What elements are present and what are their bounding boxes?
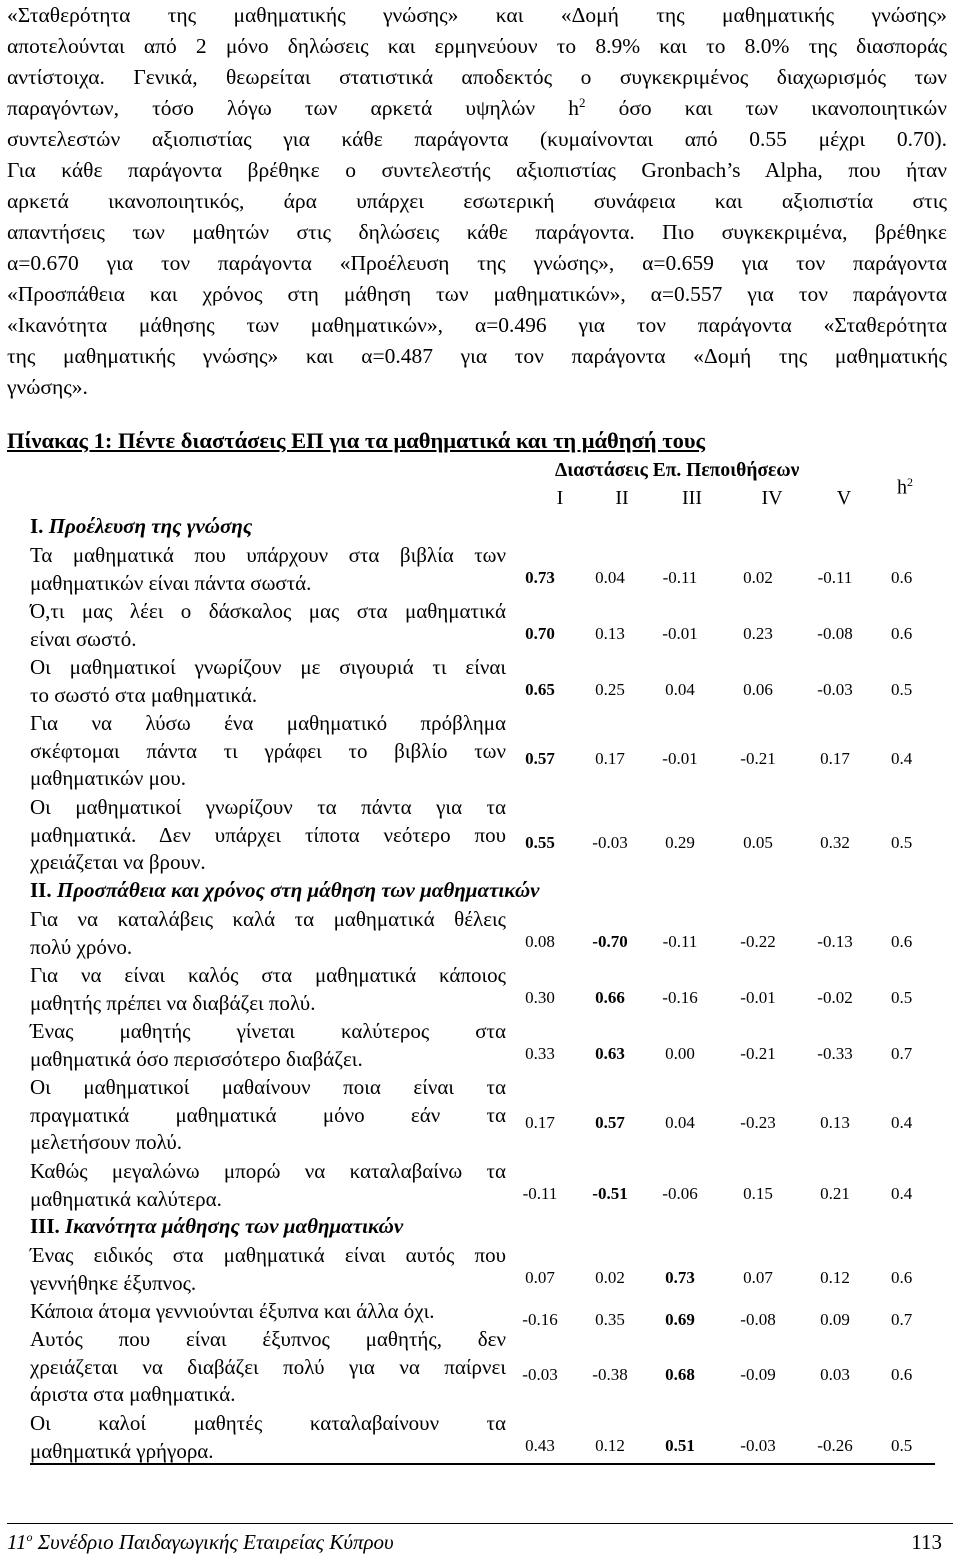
loading-value: 0.35 — [595, 1309, 625, 1329]
para-line: γνώσης». — [7, 375, 88, 399]
loading-value: -0.03 — [740, 1435, 776, 1455]
loading-value: -0.02 — [817, 987, 853, 1007]
paragraph-line — [7, 217, 947, 248]
statement-line: χρειάζεται να διαβάζει πολύ για να παίρνει — [30, 1354, 506, 1379]
statement-line: μαθηματικά γρήγορα. — [30, 1438, 214, 1463]
statement-line: είναι σωστό. — [30, 626, 137, 651]
loading-value: 0.12 — [595, 1435, 625, 1455]
loading-value: 0.15 — [743, 1183, 773, 1203]
paragraph-line — [7, 93, 947, 124]
loading-value: 0.04 — [665, 679, 695, 699]
h2-value: 0.7 — [891, 1043, 913, 1063]
section-heading: I. Προέλευση της γνώσης — [30, 514, 253, 538]
paragraph-line — [7, 0, 947, 31]
table-row-values — [500, 568, 940, 596]
h2-value: 0.4 — [891, 749, 913, 769]
h2-value: 0.6 — [891, 1267, 913, 1287]
loading-value: 0.09 — [820, 1309, 850, 1329]
body-paragraph — [7, 0, 947, 403]
statement-line: Για να καταλάβεις καλά τα μαθηματικά θέλεις — [30, 907, 506, 931]
table-row-statement — [30, 542, 506, 597]
statement-line: Ένας μαθητής γίνεται καλύτερος στα — [30, 1019, 506, 1043]
column-header-1: I — [556, 487, 564, 509]
table-row-values — [500, 1113, 940, 1141]
h2-value: 0.4 — [891, 1113, 913, 1133]
loading-value: -0.11 — [662, 931, 698, 951]
statement-line: γεννήθηκε έξυπνος. — [30, 1270, 197, 1295]
h2-value: 0.4 — [891, 1183, 913, 1203]
table-row-statement — [30, 1298, 506, 1326]
loading-value: -0.16 — [522, 1309, 558, 1329]
table-row-values — [500, 1365, 940, 1393]
loading-value: 0.32 — [820, 833, 850, 853]
table-row-statement — [30, 1326, 506, 1409]
loading-value: -0.01 — [740, 987, 776, 1007]
column-header-4: IV — [761, 487, 783, 509]
loading-value: -0.11 — [522, 1183, 558, 1203]
statement-line: σκέφτομαι πάντα τι γράφει το βιβλίο των — [30, 738, 506, 763]
loading-value: -0.03 — [522, 1365, 558, 1385]
loading-value: -0.01 — [662, 749, 698, 769]
statement-line: μαθηματικών είναι πάντα σωστά. — [30, 570, 312, 595]
table-row-statement — [30, 1018, 506, 1073]
table-row-statement — [30, 1410, 506, 1465]
loading-value: -0.16 — [662, 987, 698, 1007]
statement-line: Κάποια άτομα γεννιούνται έξυπνα και άλλα όχι. — [30, 1299, 435, 1323]
loading-value: 0.69 — [665, 1309, 695, 1329]
loading-value: 0.02 — [595, 1267, 625, 1287]
h2-value: 0.6 — [891, 931, 913, 951]
loading-value: 0.00 — [665, 1043, 695, 1063]
loading-value: 0.03 — [820, 1365, 850, 1385]
h2-value: 0.5 — [891, 833, 913, 853]
paragraph-line — [7, 62, 947, 93]
paragraph-line — [7, 372, 947, 403]
table-row-values — [500, 1436, 940, 1464]
table-row-values — [500, 833, 940, 861]
loading-value: 0.05 — [743, 833, 773, 853]
loading-value: -0.33 — [817, 1043, 853, 1063]
loading-value: -0.03 — [592, 833, 628, 853]
paragraph-line — [7, 124, 947, 155]
table-caption: Πίνακας 1: Πέντε διαστάσεις ΕΠ για τα μαθηματικά και τη μάθησή τους — [7, 428, 706, 453]
loading-value: 0.04 — [595, 567, 625, 587]
table-row-statement — [30, 962, 506, 1017]
para-line: αρκετά ικανοποιητικός, άρα υπάρχει εσωτερική συνάφεια και αξιοπιστία στις — [7, 189, 947, 213]
loading-value: 0.17 — [820, 749, 850, 769]
statement-line: Οι μαθηματικοί γνωρίζουν με σιγουριά τι είναι — [30, 655, 506, 679]
loading-value: 0.66 — [595, 987, 625, 1007]
statement-line: Ό,τι μας λέει ο δάσκαλος μας στα μαθηματικά — [30, 599, 506, 623]
loading-value: 0.21 — [820, 1183, 850, 1203]
loading-value: -0.70 — [592, 931, 628, 951]
footer-rule — [7, 1523, 953, 1524]
para-line: όσο και των ικανοποιητικών — [585, 96, 947, 120]
loading-value: -0.06 — [662, 1183, 698, 1203]
loading-value: 0.04 — [665, 1113, 695, 1133]
statement-line: Οι καλοί μαθητές καταλαβαίνουν τα — [30, 1411, 506, 1435]
loading-value: 0.55 — [525, 833, 555, 853]
loading-value: -0.08 — [740, 1309, 776, 1329]
loading-value: 0.12 — [820, 1267, 850, 1287]
statement-line: Για να είναι καλός στα μαθηματικά κάποιος — [30, 963, 506, 987]
statement-line: πολύ χρόνο. — [30, 934, 133, 959]
loading-value: -0.08 — [817, 623, 853, 643]
loading-value: 0.65 — [525, 679, 555, 699]
statement-line: Τα μαθηματικά που υπάρχουν στα βιβλία των — [30, 543, 506, 567]
loading-value: 0.06 — [743, 679, 773, 699]
para-line: «Προσπάθεια και χρόνος στη μάθηση των μαθηματικών», α=0.557 για τον παράγοντα — [7, 282, 947, 306]
paragraph-line — [7, 31, 947, 62]
page-number: 113 — [911, 1530, 942, 1554]
table-row-statement — [30, 710, 506, 793]
loading-value: -0.11 — [662, 567, 698, 587]
loading-value: 0.63 — [595, 1043, 625, 1063]
loading-value: -0.51 — [592, 1183, 628, 1203]
statement-line: χρειάζεται να βρουν. — [30, 850, 206, 874]
table-row-values — [500, 988, 940, 1016]
section-heading: II. Προσπάθεια και χρόνος στη μάθηση των μαθηματικών — [30, 878, 540, 902]
loading-value: 0.51 — [665, 1435, 695, 1455]
paragraph-line — [7, 248, 947, 279]
loading-value: 0.73 — [525, 567, 555, 587]
h2-value: 0.7 — [891, 1309, 913, 1329]
h2-value: 0.5 — [891, 1435, 913, 1455]
statement-line: Ένας ειδικός στα μαθηματικά είναι αυτός που — [30, 1243, 506, 1267]
loading-value: 0.57 — [595, 1113, 625, 1133]
para-line: αποτελούνται από 2 μόνο δηλώσεις και ερμηνεύουν το 8.9% και το 8.0% της διασποράς — [7, 34, 947, 58]
table-row-values — [500, 1310, 940, 1338]
statement-line: Οι μαθηματικοί μαθαίνουν ποια είναι τα — [30, 1075, 506, 1099]
table-bottom-rule — [30, 1463, 935, 1465]
statement-line: Αυτός που είναι έξυπνος μαθητής, δεν — [30, 1327, 506, 1351]
para-line: «Σταθερότητα της μαθηματικής γνώσης» και «Δομή της μαθηματικής γνώσης» — [7, 3, 947, 27]
loading-value: -0.01 — [662, 623, 698, 643]
table-row-statement — [30, 1242, 506, 1297]
paragraph-line — [7, 341, 947, 372]
loading-value: -0.22 — [740, 931, 776, 951]
table-row-statement — [30, 654, 506, 709]
loading-value: 0.07 — [743, 1267, 773, 1287]
para-line: αντίστοιχα. Γενικά, θεωρείται στατιστικά αποδεκτός ο συγκεκριμένος διαχωρισμός των — [7, 65, 947, 89]
loading-value: 0.23 — [743, 623, 773, 643]
loading-value: 0.68 — [665, 1365, 695, 1385]
loading-value: -0.03 — [817, 679, 853, 699]
loading-value: 0.07 — [525, 1267, 555, 1287]
statement-line: το σωστό στα μαθηματικά. — [30, 682, 258, 707]
loading-value: 0.13 — [595, 623, 625, 643]
h2-value: 0.6 — [891, 623, 913, 643]
statement-line: μαθηματικά. Δεν υπάρχει τίποτα νεότερο που — [30, 822, 506, 847]
statement-line: πραγματικά μαθηματικά μόνο εάν τα — [30, 1102, 506, 1127]
statement-line: άριστα στα μαθηματικά. — [30, 1382, 236, 1406]
statement-line: μαθητής πρέπει να διαβάζει πολύ. — [30, 990, 316, 1015]
loading-value: -0.26 — [817, 1435, 853, 1455]
para-line: «Ικανότητα μάθησης των μαθηματικών», α=0.496 για τον παράγοντα «Σταθερότητα — [7, 313, 947, 337]
loading-value: -0.38 — [592, 1365, 628, 1385]
table-row-values — [500, 932, 940, 960]
paragraph-line — [7, 155, 947, 186]
loading-value: 0.29 — [665, 833, 695, 853]
loading-value: 0.13 — [820, 1113, 850, 1133]
loading-value: 0.70 — [525, 623, 555, 643]
superscript: 2 — [578, 94, 586, 110]
loading-value: 0.08 — [525, 931, 555, 951]
statement-line: μαθηματικά καλύτερα. — [30, 1186, 222, 1211]
column-header-2: II — [615, 487, 629, 509]
paragraph-line — [7, 279, 947, 310]
footer-conference: $11^o$ Συνέδριο Παιδαγωγικής Εταιρείας Κύπρου — [7, 1530, 394, 1554]
statement-line: μαθηματικά όσο περισσότερο διαβάζει. — [30, 1046, 363, 1071]
loading-value: -0.11 — [817, 567, 853, 587]
statement-line: Καθώς μεγαλώνω μπορώ να καταλαβαίνω τα — [30, 1159, 506, 1183]
para-line: Για κάθε παράγοντα βρέθηκε ο συντελεστής αξιοπιστίας Gronbach’s Alpha, που ήταν — [7, 158, 947, 182]
column-header-h2: $h^2$ — [897, 475, 913, 499]
table-row-values — [500, 1044, 940, 1072]
loading-value: -0.21 — [740, 749, 776, 769]
table-row-values — [500, 1184, 940, 1212]
loading-value: -0.23 — [740, 1113, 776, 1133]
para-line: της μαθηματικής γνώσης» και α=0.487 για τον παράγοντα «Δομή της μαθηματικής — [7, 344, 947, 368]
loading-value: 0.33 — [525, 1043, 555, 1063]
table-row-statement — [30, 1074, 506, 1157]
loading-value: 0.25 — [595, 679, 625, 699]
statement-line: μαθηματικών μου. — [30, 766, 187, 790]
statement-line: μελετήσουν πολύ. — [30, 1130, 183, 1154]
loading-value: 0.17 — [595, 749, 625, 769]
statement-line: Για να λύσω ένα μαθηματικό πρόβλημα — [30, 711, 506, 735]
h2-value: 0.6 — [891, 1365, 913, 1385]
para-line: α=0.670 για τον παράγοντα «Προέλευση της γνώσης», α=0.659 για τον παράγοντα — [7, 251, 947, 275]
column-header-3: III — [682, 487, 702, 509]
table-row-values — [500, 1268, 940, 1296]
para-line: παραγόντων, τόσο λόγω των αρκετά υψηλών h — [7, 96, 579, 120]
table-row-statement — [30, 598, 506, 653]
h2-value: 0.5 — [891, 987, 913, 1007]
loading-value: 0.02 — [743, 567, 773, 587]
statement-line: Οι μαθηματικοί γνωρίζουν τα πάντα για τα — [30, 795, 506, 819]
paragraph-line — [7, 310, 947, 341]
table-row-statement — [30, 1158, 506, 1213]
para-line: απαντήσεις των μαθητών στις δηλώσεις κάθε παράγοντα. Πιο συγκεκριμένα, βρέθηκε — [7, 220, 947, 244]
loading-value: 0.57 — [525, 749, 555, 769]
h2-value: 0.5 — [891, 679, 913, 699]
loading-value: 0.17 — [525, 1113, 555, 1133]
loading-value: -0.13 — [817, 931, 853, 951]
loading-value: 0.73 — [665, 1267, 695, 1287]
table-row-values — [500, 624, 940, 652]
paragraph-line — [7, 186, 947, 217]
table-row-statement — [30, 906, 506, 961]
table-row-values — [500, 680, 940, 708]
dimensions-header: Διαστάσεις Επ. Πεποιθήσεων — [555, 460, 800, 481]
loading-value: 0.43 — [525, 1435, 555, 1455]
loading-value: 0.30 — [525, 987, 555, 1007]
para-line: συντελεστών αξιοπιστίας για κάθε παράγοντα (κυμαίνονται από 0.55 μέχρι 0.70). — [7, 127, 947, 151]
column-header-5: V — [836, 487, 852, 509]
table-row-statement — [30, 794, 506, 877]
h2-value: 0.6 — [891, 567, 913, 587]
table-row-values — [500, 749, 940, 777]
loading-value: -0.21 — [740, 1043, 776, 1063]
section-heading: III. Ικανότητα μάθησης των μαθηματικών — [30, 1214, 404, 1238]
loading-value: -0.09 — [740, 1365, 776, 1385]
